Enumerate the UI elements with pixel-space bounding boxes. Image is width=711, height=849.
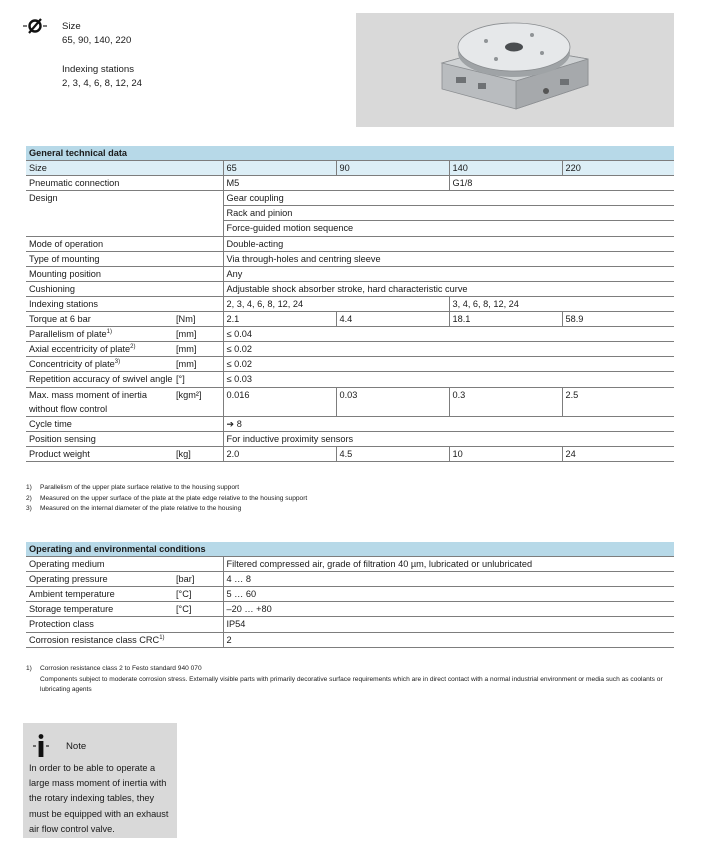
parallelism-value: ≤ 0.04	[223, 327, 674, 342]
stations-value-small: 2, 3, 4, 6, 8, 12, 24	[223, 296, 449, 311]
pressure-unit: [bar]	[176, 572, 223, 587]
footnote-number: 1)	[26, 665, 32, 672]
protection-value: IP54	[223, 617, 674, 632]
ambient-label: Ambient temperature	[26, 587, 176, 602]
protection-label: Protection class	[26, 617, 223, 632]
footnote-text: Corrosion resistance class 2 to Festo standard 940 070	[40, 665, 202, 672]
concentricity-unit: [mm]	[176, 357, 223, 372]
mode-label: Mode of operation	[26, 236, 223, 251]
repetition-value: ≤ 0.03	[223, 372, 674, 387]
pneumatic-value-small: M5	[223, 176, 449, 191]
sensing-value: For inductive proximity sensors	[223, 431, 674, 446]
design-line: Force-guided motion sequence	[223, 221, 674, 236]
table-row	[26, 327, 674, 342]
torque-65: 2.1	[223, 312, 336, 327]
general-technical-data-table	[26, 146, 674, 462]
cycle-label: Cycle time	[26, 416, 223, 431]
storage-value: –20 … +80	[223, 602, 674, 617]
weight-label: Product weight	[26, 446, 176, 461]
ambient-unit: [°C]	[176, 587, 223, 602]
footnote-ref: 1)	[106, 329, 112, 336]
cushioning-label: Cushioning	[26, 281, 223, 296]
parallelism-label	[26, 327, 176, 342]
table-row	[26, 617, 674, 632]
mounting-position-label: Mounting position	[26, 266, 223, 281]
size-row-label: Size	[26, 161, 223, 176]
axial-value: ≤ 0.02	[223, 342, 674, 357]
size-220: 220	[562, 161, 674, 176]
general-title: General technical data	[26, 146, 674, 161]
footnote-number: 2)	[26, 494, 32, 502]
cycle-value: ➔ 8	[223, 416, 674, 431]
pneumatic-value-large: G1/8	[449, 176, 674, 191]
axial-text: Axial eccentricity of plate	[29, 344, 131, 355]
footnote	[26, 504, 307, 515]
weight-65: 2.0	[223, 446, 336, 461]
weight-140: 10	[449, 446, 562, 461]
footnote-text: Parallelism of the upper plate surface relative to the housing support	[40, 484, 240, 491]
note-title: Note	[66, 741, 87, 752]
note-text: In order to be able to operate a large mass moment of inertia with the rotary indexing tables, they must be equipped with an exhaust air flow control valve.	[29, 763, 169, 834]
size-140: 140	[449, 161, 562, 176]
cushioning-value: Adjustable shock absorber stroke, hard characteristic curve	[223, 281, 674, 296]
operating-conditions-table	[26, 542, 674, 648]
corrosion-value: 2	[223, 632, 674, 647]
design-line: Rack and pinion	[223, 206, 674, 221]
table-header	[26, 146, 674, 161]
table-row	[26, 312, 674, 327]
table-row	[26, 572, 674, 587]
footnote-text: Measured on the upper surface of the plate at the plate edge relative to the housing support	[40, 494, 308, 502]
size-label: Size	[62, 21, 81, 32]
torque-90: 4.4	[336, 312, 449, 327]
footnotes-operating	[26, 664, 676, 696]
mass-label	[26, 387, 176, 416]
mode-value: Double-acting	[223, 236, 674, 251]
footnote-text: Measured on the internal diameter of the plate relative to the housing	[40, 505, 242, 512]
mass-90: 0.03	[336, 387, 449, 416]
mass-unit: [kgm²]	[176, 387, 223, 416]
storage-unit: [°C]	[176, 602, 223, 617]
table-row	[26, 602, 674, 617]
size-summary	[62, 20, 142, 90]
footnotes-general	[26, 483, 307, 515]
parallelism-unit: [mm]	[176, 327, 223, 342]
footnote	[26, 483, 307, 494]
weight-unit: [kg]	[176, 446, 223, 461]
pressure-value: 4 … 8	[223, 572, 674, 587]
stations-values: 2, 3, 4, 6, 8, 12, 24	[62, 77, 143, 89]
table-row	[26, 251, 674, 266]
table-row	[26, 372, 674, 387]
weight-220: 24	[562, 446, 674, 461]
table-row	[26, 266, 674, 281]
axial-label	[26, 342, 176, 357]
repetition-label: Repetition accuracy of swivel angle	[26, 372, 176, 387]
design-line: Gear coupling	[223, 191, 674, 206]
mass-label-line1: Max. mass moment of inertia	[29, 389, 147, 400]
mass-65: 0.016	[223, 387, 336, 416]
weight-90: 4.5	[336, 446, 449, 461]
table-row	[26, 357, 674, 372]
diameter-icon	[23, 16, 47, 36]
table-row	[26, 446, 674, 461]
table-row	[26, 387, 674, 416]
table-row	[26, 296, 674, 311]
operating-title: Operating and environmental conditions	[26, 542, 674, 557]
footnote	[26, 494, 307, 505]
corrosion-text: Corrosion resistance class CRC	[29, 634, 160, 645]
concentricity-value: ≤ 0.02	[223, 357, 674, 372]
footnote-text: Components subject to moderate corrosion stress. Externally visible parts with primarily decorative surface requirements which are in direct contact with a normal industrial environment or media such as coolants or lubricating agents	[40, 675, 663, 693]
mounting-position-value: Any	[223, 266, 674, 281]
table-row	[26, 236, 674, 251]
product-image	[356, 13, 674, 127]
torque-label: Torque at 6 bar	[26, 312, 176, 327]
concentricity-text: Concentricity of plate	[29, 359, 115, 370]
footnote-ref: 1)	[159, 634, 165, 641]
storage-label: Storage temperature	[26, 602, 176, 617]
footnote-number: 1)	[26, 484, 32, 491]
stations-label: Indexing stations	[62, 64, 134, 75]
size-90: 90	[336, 161, 449, 176]
mass-label-line2: without flow control	[29, 403, 108, 414]
torque-140: 18.1	[449, 312, 562, 327]
torque-unit: [Nm]	[176, 312, 223, 327]
corrosion-label	[26, 632, 223, 647]
concentricity-label	[26, 357, 176, 372]
mounting-type-value: Via through-holes and centring sleeve	[223, 251, 674, 266]
table-header	[26, 542, 674, 557]
parallelism-text: Parallelism of plate	[29, 329, 107, 340]
mass-140: 0.3	[449, 387, 562, 416]
stations-row-label: Indexing stations	[26, 296, 223, 311]
table-row	[26, 342, 674, 357]
size-values: 65, 90, 140, 220	[62, 34, 132, 46]
table-row	[26, 416, 674, 431]
footnote-number: 3)	[26, 505, 32, 512]
torque-220: 58.9	[562, 312, 674, 327]
axial-unit: [mm]	[176, 342, 223, 357]
footnote-ref: 2)	[130, 344, 136, 351]
mass-220: 2.5	[562, 387, 674, 416]
table-row	[26, 176, 674, 191]
table-row	[26, 161, 674, 176]
footnote-ref: 3)	[114, 359, 121, 366]
table-row	[26, 587, 674, 602]
table-row	[26, 191, 674, 206]
size-65: 65	[223, 161, 336, 176]
table-row	[26, 431, 674, 446]
mounting-type-label: Type of mounting	[26, 251, 223, 266]
info-icon	[33, 733, 49, 759]
pressure-label: Operating pressure	[26, 572, 176, 587]
table-row	[26, 281, 674, 296]
ambient-value: 5 … 60	[223, 587, 674, 602]
pneumatic-label: Pneumatic connection	[26, 176, 223, 191]
repetition-unit: [°]	[176, 372, 223, 387]
table-row	[26, 557, 674, 572]
medium-value: Filtered compressed air, grade of filtration 40 µm, lubricated or unlubricated	[223, 557, 674, 572]
footnote	[26, 664, 676, 675]
stations-value-large: 3, 4, 6, 8, 12, 24	[449, 296, 674, 311]
design-label: Design	[26, 191, 223, 236]
medium-label: Operating medium	[26, 557, 223, 572]
table-row	[26, 632, 674, 647]
sensing-label: Position sensing	[26, 431, 223, 446]
